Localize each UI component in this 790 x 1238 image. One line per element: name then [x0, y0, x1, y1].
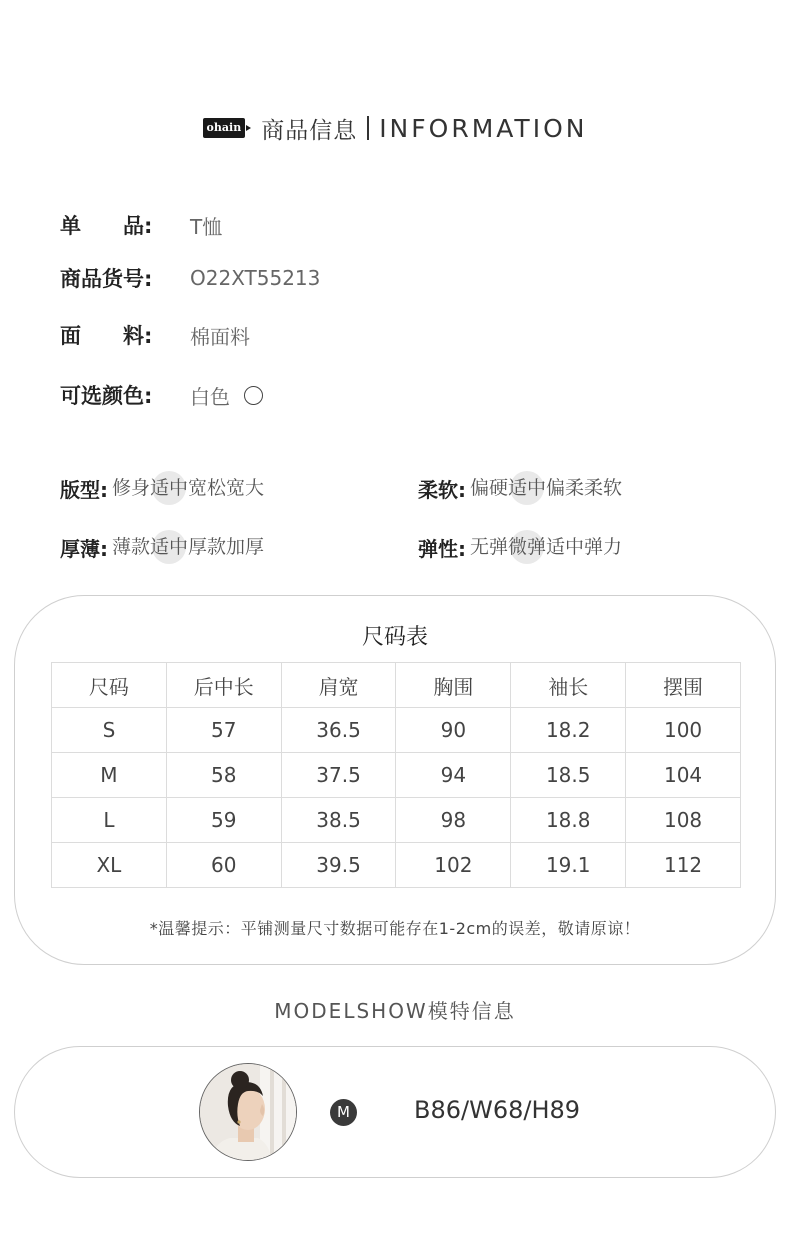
attr-option: 宽大 — [226, 477, 265, 499]
attr-row-thickness — [60, 530, 264, 564]
table-cell: 18.8 — [511, 798, 626, 843]
table-header-cell: 袖长 — [511, 663, 626, 708]
table-header-cell: 尺码 — [52, 663, 167, 708]
model-avatar — [199, 1063, 297, 1161]
table-cell: M — [52, 753, 167, 798]
table-cell: 58 — [166, 753, 281, 798]
attr-label: 柔软: — [418, 477, 466, 502]
attr-option-selected: 适中 — [150, 477, 189, 499]
info-value: O22XT55213 — [190, 266, 321, 290]
table-header-cell: 肩宽 — [281, 663, 396, 708]
brand-logo-text: ohain — [203, 118, 246, 138]
info-row-sku — [60, 263, 320, 293]
table-cell: 19.1 — [511, 843, 626, 888]
table-cell: 38.5 — [281, 798, 396, 843]
info-label: 单 品: — [60, 214, 153, 238]
header-divider — [367, 116, 369, 140]
header-title-en: INFORMATION — [379, 113, 588, 143]
info-row-fabric — [60, 320, 250, 350]
attr-label: 版型: — [60, 477, 108, 502]
table-cell: L — [52, 798, 167, 843]
section-header — [0, 112, 790, 144]
table-cell: 36.5 — [281, 708, 396, 753]
attr-option: 弹力 — [584, 536, 623, 558]
table-header-cell: 后中长 — [166, 663, 281, 708]
white-color-swatch — [244, 386, 263, 405]
attr-option-selected: 适中 — [508, 477, 547, 499]
size-table — [51, 662, 741, 888]
attr-label: 弹性: — [418, 536, 466, 561]
attr-option: 薄款 — [112, 536, 151, 558]
model-size-badge: M — [330, 1099, 357, 1126]
logo-arrow-icon — [246, 125, 251, 131]
attr-label: 厚薄: — [60, 536, 108, 561]
table-cell: 18.2 — [511, 708, 626, 753]
attr-option: 修身 — [112, 477, 151, 499]
attr-option-selected: 微弹 — [508, 536, 547, 558]
info-label: 面 料: — [60, 324, 153, 348]
header-title-cn: 商品信息 — [261, 117, 358, 144]
model-portrait-image — [200, 1064, 297, 1161]
attr-option: 偏硬 — [470, 477, 509, 499]
table-cell: 98 — [396, 798, 511, 843]
attr-option-selected: 适中 — [150, 536, 189, 558]
info-value: T恤 — [190, 214, 223, 239]
model-measurements: B86/W68/H89 — [414, 1096, 581, 1124]
attr-option: 加厚 — [226, 536, 265, 558]
table-cell: 59 — [166, 798, 281, 843]
info-label: 可选颜色: — [60, 384, 153, 408]
size-chart-title: 尺码表 — [361, 625, 428, 650]
attr-option: 无弹 — [470, 536, 509, 558]
table-cell: 57 — [166, 708, 281, 753]
table-cell: 90 — [396, 708, 511, 753]
attr-option: 宽松 — [188, 477, 227, 499]
table-header-cell: 胸围 — [396, 663, 511, 708]
table-header-row — [52, 663, 741, 708]
table-row — [52, 708, 741, 753]
info-row-color — [60, 380, 263, 410]
table-row — [52, 843, 741, 888]
table-cell: 39.5 — [281, 843, 396, 888]
info-value: 白色 — [190, 384, 230, 409]
attr-option: 柔软 — [584, 477, 623, 499]
info-label: 商品货号: — [60, 267, 153, 291]
table-row — [52, 798, 741, 843]
attr-row-softness — [418, 471, 622, 505]
attr-option: 适中 — [546, 536, 585, 558]
info-value: 棉面料 — [190, 324, 250, 349]
model-section-title: MODELSHOW模特信息 — [274, 999, 516, 1023]
table-row — [52, 753, 741, 798]
table-cell: XL — [52, 843, 167, 888]
attr-option: 偏柔 — [546, 477, 585, 499]
model-info-card — [14, 1046, 776, 1178]
table-cell: 100 — [626, 708, 741, 753]
measurement-tip: *温馨提示：平铺测量尺寸数据可能存在1-2cm的误差，敬请原谅！ — [149, 919, 641, 938]
table-header-cell: 摆围 — [626, 663, 741, 708]
info-row-item — [60, 210, 222, 240]
table-cell: 37.5 — [281, 753, 396, 798]
table-cell: 60 — [166, 843, 281, 888]
attr-option: 厚款 — [188, 536, 227, 558]
table-cell: S — [52, 708, 167, 753]
brand-logo — [203, 118, 252, 138]
attr-row-elasticity — [418, 530, 622, 564]
table-cell: 112 — [626, 843, 741, 888]
table-cell: 108 — [626, 798, 741, 843]
table-cell: 18.5 — [511, 753, 626, 798]
table-cell: 94 — [396, 753, 511, 798]
table-cell: 104 — [626, 753, 741, 798]
attr-row-fit — [60, 471, 264, 505]
table-cell: 102 — [396, 843, 511, 888]
